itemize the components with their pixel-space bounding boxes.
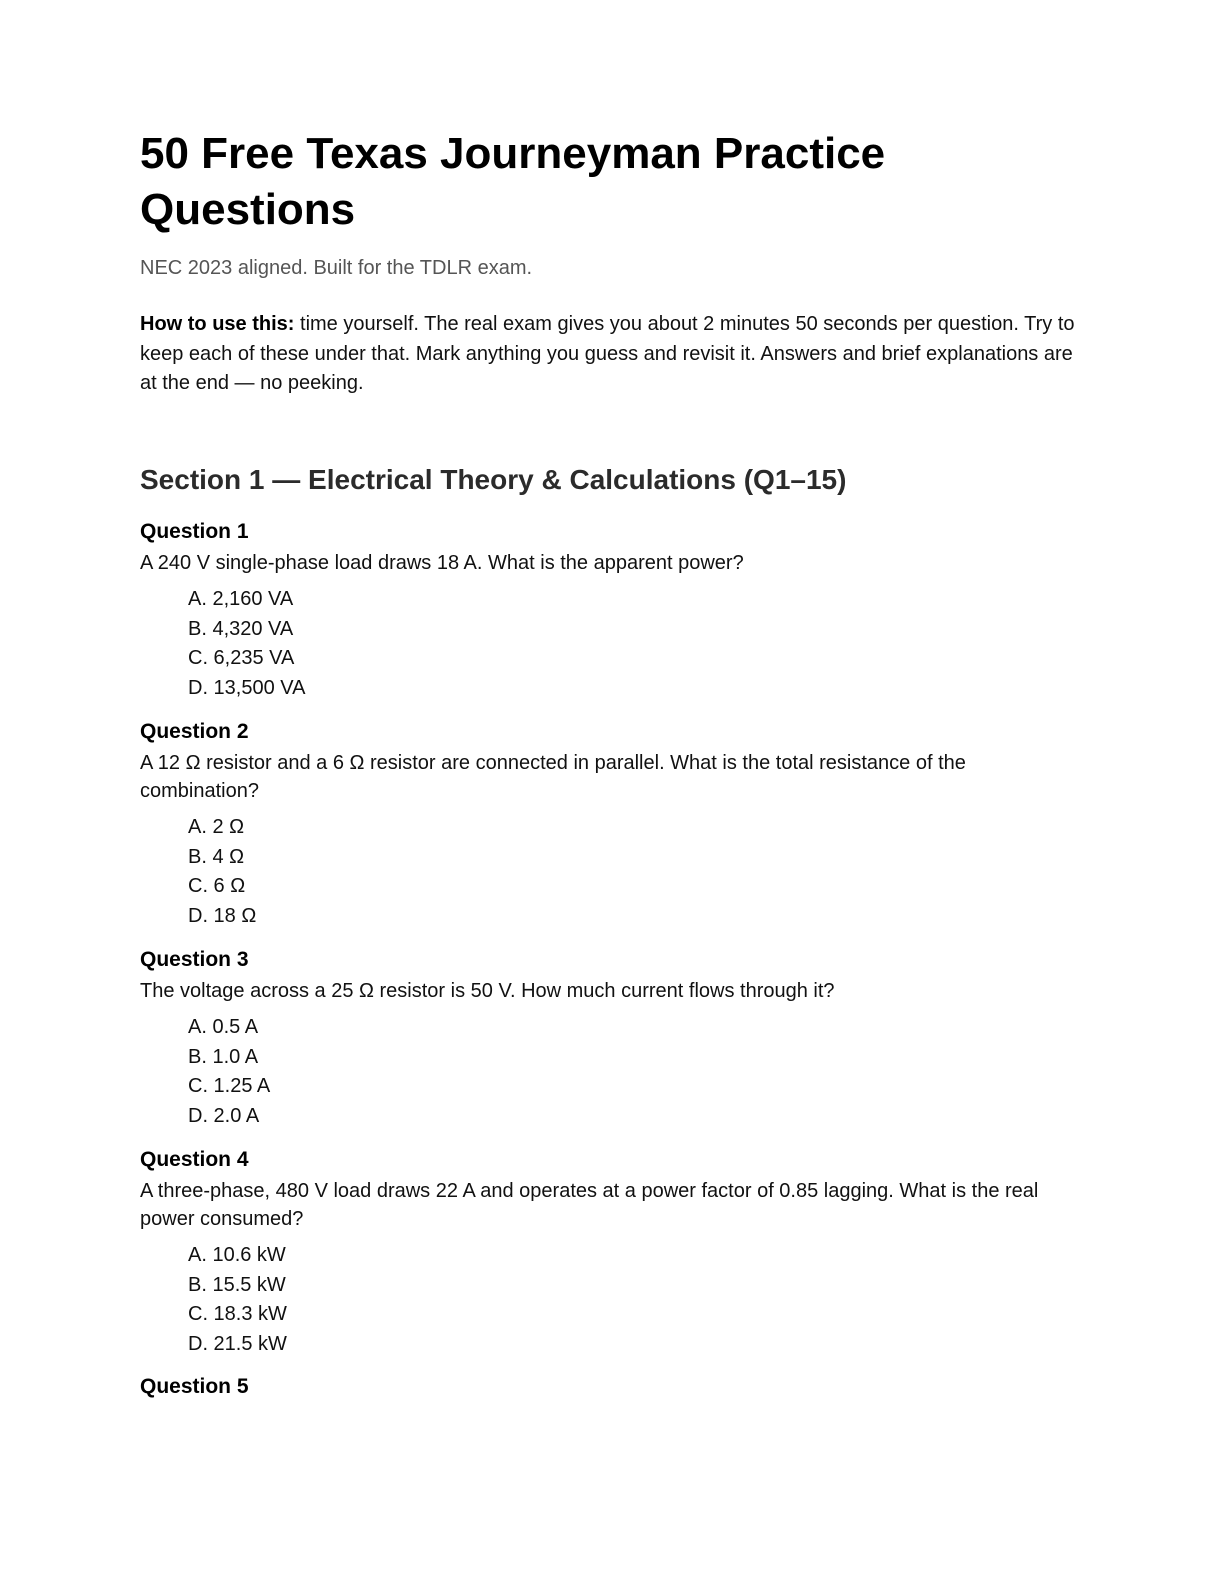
question-4 [140, 1146, 1075, 1360]
answer-option: B. 15.5 kW [188, 1273, 286, 1296]
question-text: A three-phase, 480 V load draws 22 A and operates at a power factor of 0.85 lagging. What is the real power consumed? [140, 1180, 1039, 1230]
answer-option: D. 21.5 kW [188, 1333, 287, 1356]
how-to-use-paragraph [140, 310, 1075, 399]
answer-options [140, 813, 1075, 932]
question-text: The voltage across a 25 Ω resistor is 50 V. How much current flows through it? [140, 980, 835, 1002]
answer-option: B. 4 Ω [188, 845, 245, 868]
answer-option: D. 18 Ω [188, 905, 257, 928]
answer-option: B. 1.0 A [188, 1045, 259, 1068]
how-to-use-text: time yourself. The real exam gives you about 2 minutes 50 seconds per question. Try to keep each of these under that. Mark anything you guess and revisit it. Answers and brief explanations are at the end — no peeking. [140, 313, 1075, 394]
question-label: Question 5 [140, 1375, 249, 1398]
question-3 [140, 946, 1075, 1132]
question-text: A 240 V single-phase load draws 18 A. What is the apparent power? [140, 552, 744, 574]
question-1 [140, 518, 1075, 704]
answer-option: A. 2,160 VA [188, 588, 294, 610]
answer-option: C. 6 Ω [188, 875, 246, 898]
answer-option: C. 18.3 kW [188, 1303, 287, 1326]
question-2 [140, 718, 1075, 932]
question-label: Question 4 [140, 1148, 249, 1171]
question-5 [140, 1373, 1075, 1401]
question-label: Question 3 [140, 948, 249, 971]
answer-option: D. 13,500 VA [188, 677, 306, 700]
answer-option: A. 2 Ω [188, 816, 245, 838]
question-label: Question 2 [140, 720, 249, 743]
answer-option: C. 1.25 A [188, 1075, 271, 1098]
answer-option: A. 10.6 kW [188, 1244, 286, 1266]
answer-options [140, 1013, 1075, 1132]
page-title: 50 Free Texas Journeyman Practice Questions [140, 129, 886, 234]
section-1-heading: Section 1 — Electrical Theory & Calculations (Q1–15) [140, 464, 847, 495]
answer-option: C. 6,235 VA [188, 647, 295, 670]
page-subtitle: NEC 2023 aligned. Built for the TDLR exam. [140, 257, 533, 279]
answer-option: A. 0.5 A [188, 1016, 259, 1038]
answer-option: D. 2.0 A [188, 1105, 260, 1128]
question-label: Question 1 [140, 520, 249, 543]
answer-options [140, 1241, 1075, 1360]
how-to-use-label: How to use this: [140, 313, 295, 335]
answer-options [140, 585, 1075, 704]
question-text: A 12 Ω resistor and a 6 Ω resistor are connected in parallel. What is the total resistance of the combination? [140, 752, 966, 802]
answer-option: B. 4,320 VA [188, 617, 294, 640]
